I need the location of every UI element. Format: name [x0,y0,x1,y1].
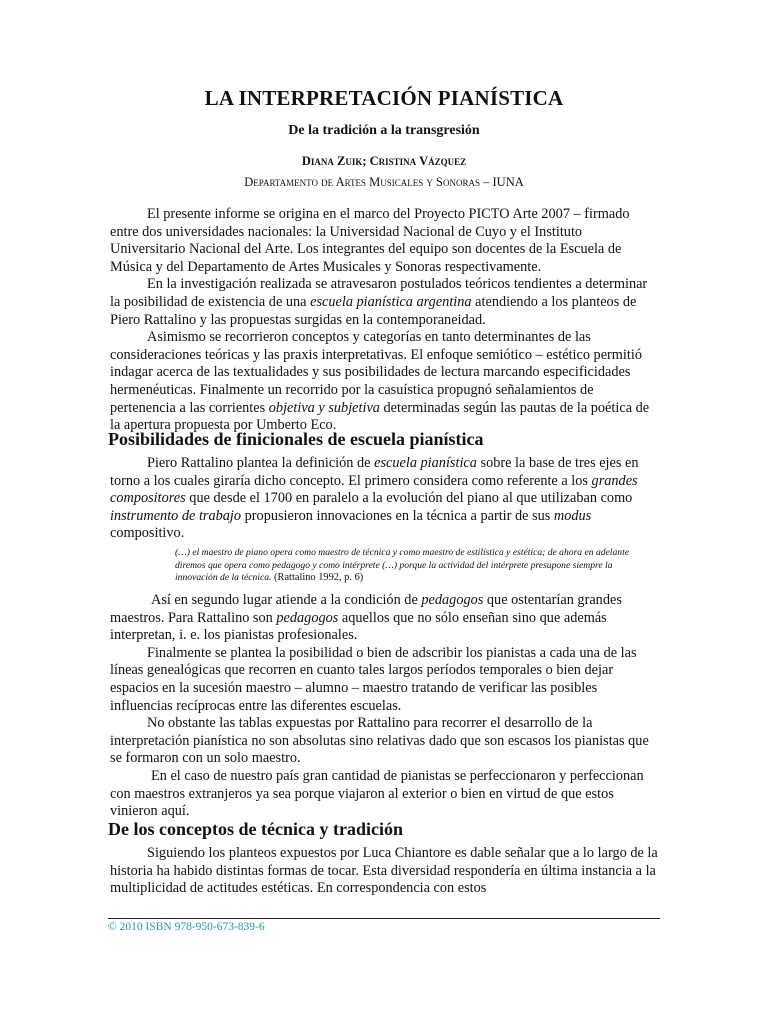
authors-line: Diana Zuik; Cristina Vázquez [301,154,467,168]
section1-body [110,592,658,821]
section1-paragraph-2: Así en segundo lugar atiende a la condición de pedagogos que ostentarían grandes maestros. Para Rattalino son pedagogos aquellos que no sólo enseñan sino que además interpretan, i. e. los pianistas profesionales. [110,592,622,644]
quote-text: (…) el maestro de piano opera como maestro de técnica y como maestro de estilística y estética; de ahora en adelante diremos que opera como pedagogo y como intérprete (…) porque la actividad del intérprete presupone siempre la innovación de la técnica. [175,547,629,584]
section1-paragraph-4: No obstante las tablas expuestas por Rattalino para recorrer el desarrollo de la interpretación pianística no son absolutas sino relativas dado que son escasos los pianistas que se formaron con un solo maestro. [110,715,649,767]
document-title: LA INTERPRETACIÓN PIANÍSTICA [204,86,564,110]
footer-isbn: © 2010 ISBN 978-950-673-839-6 [108,921,265,933]
section1-paragraph-5: En el caso de nuestro país gran cantidad de pianistas se perfeccionaron y perfeccionan con maestros extranjeros ya sea porque viajaron al exterior o bien en virtud de que estos vinieron aquí. [110,767,644,820]
section2-body [110,845,658,898]
intro-paragraph-3: Asimismo se recorrieron conceptos y categorías en tanto determinantes de las consideraciones teóricas y las praxis interpretativas. El enfoque semiótico – estético permitió indagar acerca de las textualidades y sus posibilidades de lectura marcando especificidades hermenéuticas. Finalmente un recorrido por la casuística propugnó señalamientos de pertenencia a las corrientes objetiva y subjetiva determinadas según las pautas de la poética de la apertura propuesta por Umberto Eco. [110,329,650,434]
affiliation-line: Departamento de Artes Musicales y Sonoras – IUNA [244,175,524,189]
section-heading-tecnica: De los conceptos de técnica y tradición [108,819,403,839]
document-subtitle: De la tradición a la transgresión [288,123,480,138]
intro-paragraph-1: El presente informe se origina en el marco del Proyecto PICTO Arte 2007 – firmado entre dos universidades nacionales: la Universidad Nacional de Cuyo y el Instituto Universitario Nacional del Arte. Los integrantes del equipo son docentes de la Escuela de Música y del Departamento de Artes Musicales y Sonoras respectivamente. [110,206,630,275]
section1-intro [110,455,658,543]
intro-section [110,206,658,435]
section1-paragraph-3: Finalmente se plantea la posibilidad o bien de adscribir los pianistas a cada una de las líneas genealógicas que recorren en cuanto tales largos períodos temporales o bien dejar espacios en la sucesión maestro – alumno – maestro tratando de verificar las posibles influencias recíprocas entre las diferentes escuelas. [110,644,637,714]
intro-paragraph-2: En la investigación realizada se atravesaron postulados teóricos tendientes a determinar la posibilidad de existencia de una escuela pianística argentina atendiendo a los planteos de Piero Rattalino y las propuestas surgidas en la contemporaneidad. [110,276,648,328]
section2-paragraph-1: Siguiendo los planteos expuestos por Luca Chiantore es dable señalar que a lo largo de la historia ha habido distintas formas de tocar. Esta diversidad respondería en última instancia a la multiplicidad de actitudes estéticas. En correspondencia con estos [110,845,658,897]
section1-paragraph-1: Piero Rattalino plantea la definición de escuela pianística sobre la base de tres ejes en torno a los cuales giraría dicho concepto. El primero considera como referente a los grandes compositores que desde el 1700 en paralelo a la evolución del piano al que utilizaban como instrumento de trabajo propusieron innovaciones en la técnica a partir de sus modus compositivo. [110,455,639,542]
footer-rule [108,918,660,919]
block-quote [155,547,653,585]
quote-citation: (Rattalino 1992, p. 6) [271,572,364,584]
section-heading-escuela: Posibilidades de finicionales de escuela pianística [108,429,484,449]
